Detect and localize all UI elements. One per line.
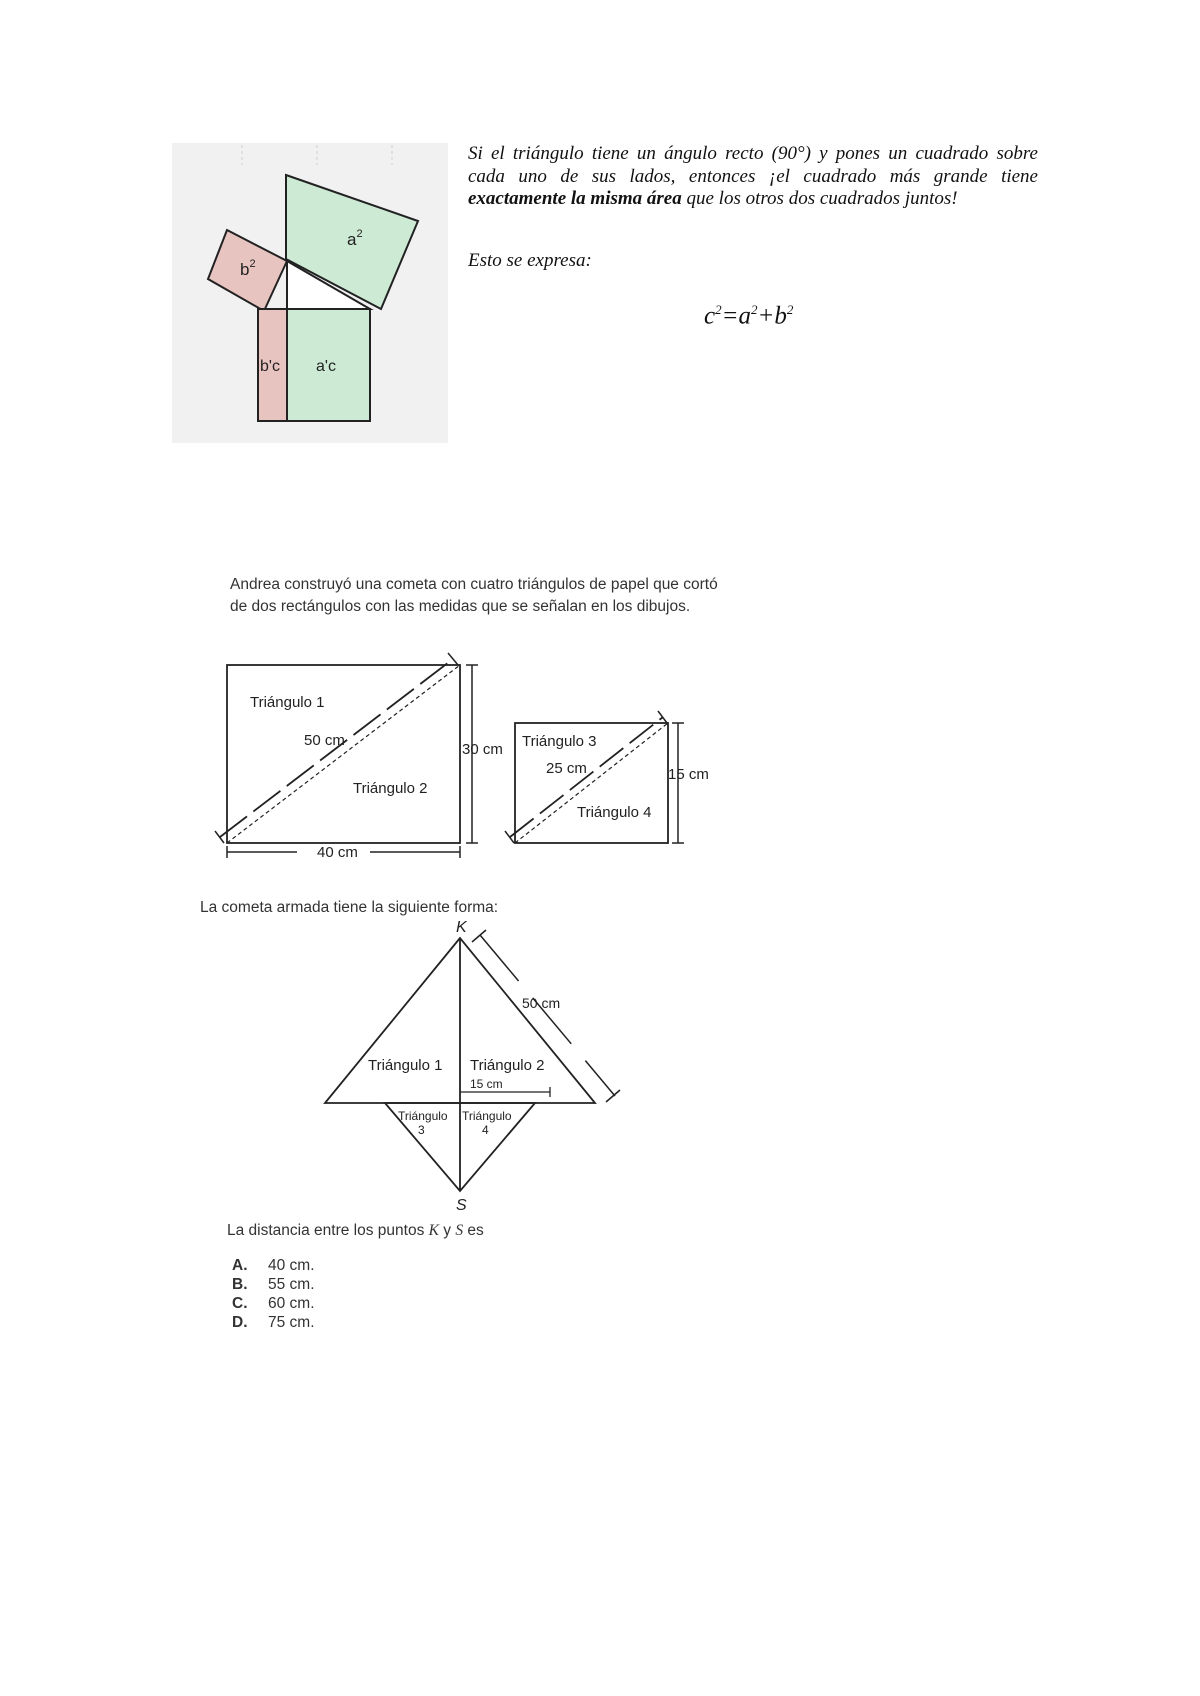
label-kite-half-width: 15 cm: [470, 1077, 503, 1091]
label-kite-triangulo-1: Triángulo 1: [368, 1057, 443, 1074]
pythagoras-figure: [172, 143, 448, 443]
question-text: La distancia entre los puntos K y S es: [227, 1222, 484, 1239]
label-kite-side: 50 cm: [522, 995, 561, 1011]
label-rect1-diagonal: 50 cm: [304, 732, 345, 749]
label-kite-triangulo-3-b: 3: [418, 1123, 425, 1137]
answer-options: [232, 1256, 315, 1332]
paragraph-part2: que los otros dos cuadrados juntos!: [681, 188, 958, 209]
label-triangulo-2: Triángulo 2: [353, 780, 428, 797]
label-triangulo-1: Triángulo 1: [250, 694, 325, 711]
pythagoras-formula: $c^2=a^2+b^2$: [704, 302, 794, 330]
label-b-squared: $b^2$: [240, 258, 256, 279]
pythagoras-paragraph: [468, 143, 1038, 211]
label-kite-triangulo-3-a: Triángulo: [398, 1109, 448, 1123]
label-ac: a'c: [316, 358, 336, 375]
paragraph-part1: Si el triángulo tiene un ángulo recto (90°) y pones un cuadrado sobre cada uno de sus lados, entonces ¡el cuadrado más grande tiene: [468, 143, 1038, 187]
label-kite-triangulo-2: Triángulo 2: [470, 1057, 545, 1074]
kite-figure: [310, 918, 630, 1214]
label-rect1-width: 40 cm: [317, 844, 358, 861]
paragraph-bold: exactamente la misma área: [468, 188, 682, 209]
label-a-squared: $a^2$: [347, 228, 363, 249]
label-rect1-height: 30 cm: [462, 741, 503, 758]
pythagoras-figure-svg: [172, 143, 448, 443]
label-triangulo-4: Triángulo 4: [577, 804, 652, 821]
label-bc: b'c: [260, 358, 280, 375]
label-kite-triangulo-4-b: 4: [482, 1123, 489, 1137]
option-b[interactable]: B. 55 cm.: [232, 1276, 315, 1293]
kite-svg: [310, 918, 630, 1214]
label-kite-triangulo-4-a: Triángulo: [462, 1109, 512, 1123]
option-d[interactable]: D. 75 cm.: [232, 1314, 315, 1331]
label-rect2-diagonal: 25 cm: [546, 760, 587, 777]
label-triangulo-3: Triángulo 3: [522, 733, 597, 750]
statement-line-2: de dos rectángulos con las medidas que se señalan en los dibujos.: [230, 598, 691, 615]
rectangles-figure: [200, 645, 740, 865]
kite-intro: La cometa armada tiene la siguiente forma:: [200, 899, 499, 916]
rectangles-svg: [200, 645, 740, 865]
problem-statement: [230, 574, 718, 618]
label-point-k: K: [456, 919, 467, 936]
option-a[interactable]: A. 40 cm.: [232, 1257, 315, 1274]
option-c[interactable]: C. 60 cm.: [232, 1295, 315, 1312]
expression-intro: Esto se expresa:: [468, 250, 592, 271]
label-point-s: S: [456, 1197, 467, 1214]
label-rect2-height: 15 cm: [668, 766, 709, 783]
statement-line-1: Andrea construyó una cometa con cuatro triángulos de papel que cortó: [230, 576, 718, 593]
